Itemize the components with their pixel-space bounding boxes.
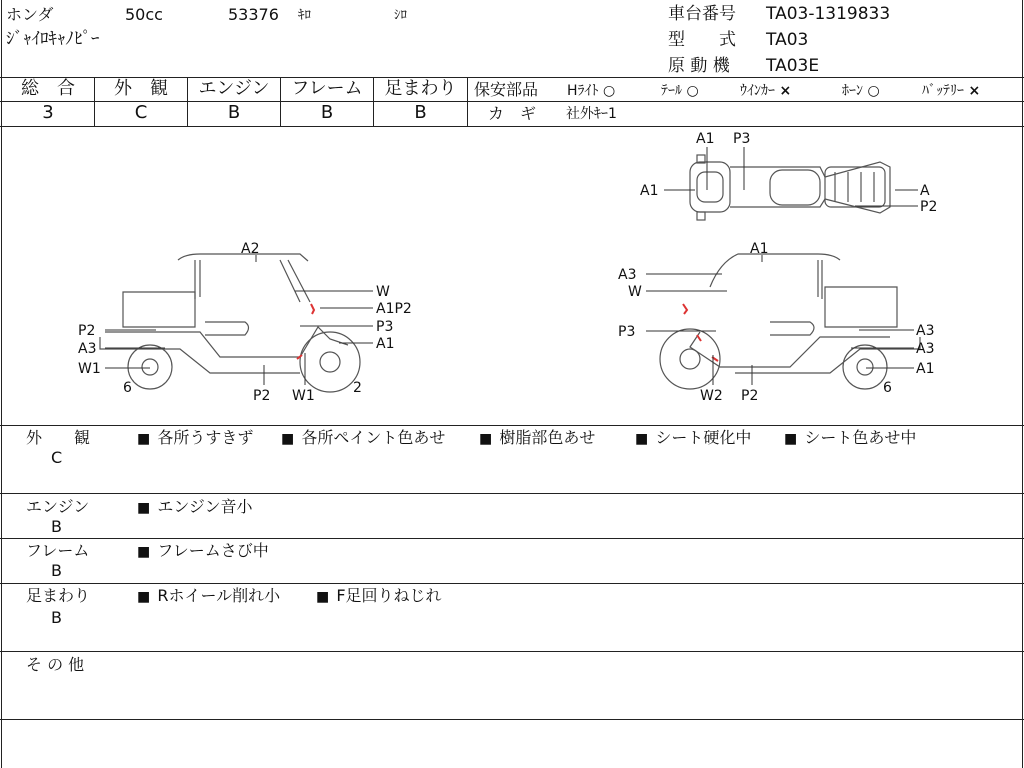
label-a3: A3: [916, 323, 935, 339]
remark-text: Rホイール削れ小: [157, 586, 281, 605]
remark-item: [784, 429, 916, 448]
displacement: 50cc: [125, 5, 163, 24]
damage-mark: [311, 304, 314, 314]
label-w2: W2: [700, 388, 723, 404]
label-a3: A3: [618, 267, 637, 283]
label-a1: A1: [750, 241, 769, 257]
safety-item-label: ｳｲﾝｶｰ: [740, 83, 775, 99]
label-p2: P2: [253, 388, 271, 404]
grade-label: 外 観: [114, 78, 168, 99]
label-2: 2: [353, 380, 362, 396]
damage-diagram: [0, 127, 1024, 424]
bullet: ■: [281, 431, 295, 447]
label-w: W: [628, 284, 642, 300]
remarks-top: [0, 425, 1024, 426]
label-a1: A1: [916, 361, 935, 377]
remark-item: [137, 542, 269, 561]
label-p2: P2: [920, 199, 938, 215]
label-p2: P2: [78, 323, 96, 339]
bullet: ■: [784, 431, 798, 447]
remark-text: F足回りねじれ: [336, 586, 442, 605]
remark-grade: B: [51, 561, 62, 580]
model-name: ｼﾞｬｲﾛｷｬﾉﾋﾟｰ: [6, 29, 100, 49]
mileage-unit: ｷﾛ: [298, 8, 311, 23]
remark-text: 各所うすきず: [157, 428, 254, 447]
engine-label: 原 動 機: [668, 56, 730, 76]
remark-item: [137, 587, 280, 606]
mileage: 53376: [228, 5, 279, 24]
safety-item-mark: ○: [602, 83, 616, 99]
remark-item: [137, 429, 253, 448]
remark-text: シート硬化中: [655, 428, 752, 447]
safety-item-mark: ○: [686, 83, 699, 99]
grade-value: B: [320, 102, 334, 123]
maker: ホンダ: [6, 5, 54, 24]
remark-text: シート色あせ中: [804, 428, 917, 447]
remarks-divider: [0, 538, 1024, 539]
safety-item: [740, 82, 791, 100]
label-p3: P3: [733, 131, 751, 147]
remark-grade: C: [51, 448, 63, 467]
remark-item: [281, 429, 445, 448]
grade-divider: [467, 77, 468, 126]
safety-item-label: ﾎｰﾝ: [842, 83, 863, 99]
damage-mark: [683, 304, 687, 314]
remark-title: そ の 他: [26, 655, 85, 674]
grade-label: フレーム: [291, 78, 363, 99]
label-a3: A3: [916, 341, 935, 357]
safety-item: [567, 82, 615, 100]
grade-value: B: [227, 102, 241, 123]
safety-item-label: Hﾗｲﾄ: [567, 83, 599, 99]
label-6: 6: [123, 380, 132, 396]
remark-title: フレーム: [26, 541, 90, 560]
bullet: ■: [137, 544, 151, 560]
key-value: 社外ｷｰ1: [566, 106, 617, 122]
remark-item: [479, 429, 595, 448]
safety-item: [922, 82, 980, 100]
safety-item-label: ﾊﾞｯﾃﾘｰ: [922, 83, 964, 99]
safety-item-mark: ×: [968, 83, 981, 99]
label-p3: P3: [376, 319, 394, 335]
label-a1: A1: [640, 183, 659, 199]
remarks-bottom: [0, 719, 1024, 720]
label-p2: P2: [741, 388, 759, 404]
remarks-divider: [0, 493, 1024, 494]
remark-grade: B: [51, 517, 62, 536]
remark-text: 各所ペイント色あせ: [301, 428, 446, 447]
label-6: 6: [883, 380, 892, 396]
type-label: 型 式: [668, 30, 736, 50]
grade-value: 3: [42, 102, 54, 123]
damage-mark: [697, 335, 701, 341]
label-p3: P3: [618, 324, 636, 340]
bullet: ■: [635, 431, 649, 447]
label-a2: A2: [241, 241, 260, 257]
engine-value: TA03E: [766, 56, 820, 76]
grade-label: 足まわり: [384, 78, 457, 99]
grade-value: B: [414, 102, 427, 123]
remarks-divider: [0, 583, 1024, 584]
label-w1: W1: [292, 388, 315, 404]
bullet: ■: [137, 589, 151, 605]
bullet: ■: [316, 589, 330, 605]
remark-item: [635, 429, 751, 448]
label-a: A: [920, 183, 930, 199]
safety-item-label: ﾃｰﾙ: [661, 83, 682, 99]
safety-item-mark: ×: [779, 83, 792, 99]
remark-title: エンジン: [26, 497, 90, 516]
safety-title: 保安部品: [474, 80, 539, 99]
label-a3: A3: [78, 341, 97, 357]
remark-item: [316, 587, 442, 606]
remark-text: フレームさび中: [157, 541, 269, 560]
remark-item: [137, 498, 253, 517]
label-a1: A1: [376, 336, 395, 352]
remark-title: 足まわり: [26, 586, 91, 605]
color: ｼﾛ: [394, 8, 407, 23]
remark-text: 樹脂部色あせ: [499, 428, 596, 447]
safety-item-mark: ○: [867, 83, 880, 99]
remark-grade: B: [51, 608, 62, 627]
safety-item: [842, 82, 880, 100]
left-side-scooter: [100, 254, 360, 392]
grade-label: 総 合: [21, 78, 75, 99]
type-value: TA03: [766, 30, 809, 50]
frame-no-label: 車台番号: [668, 4, 736, 24]
safety-item: [661, 82, 699, 100]
bullet: ■: [137, 500, 151, 516]
damage-marks: [297, 304, 718, 361]
label-w: W: [376, 284, 390, 300]
frame-no: TA03-1319833: [766, 4, 891, 24]
key-label: カ ギ: [488, 104, 537, 123]
remark-title: 外 観: [26, 428, 91, 447]
grade-label: エンジン: [198, 78, 270, 99]
label-w1: W1: [78, 361, 101, 377]
bullet: ■: [137, 431, 151, 447]
grade-value: C: [134, 102, 148, 123]
label-a1p2: A1P2: [376, 301, 412, 317]
remarks-divider: [0, 651, 1024, 652]
label-a1: A1: [696, 131, 715, 147]
leader-lines: [105, 147, 918, 385]
safety-row-mid: [467, 101, 1024, 102]
top-view-scooter: [690, 155, 890, 220]
remark-text: エンジン音小: [157, 497, 253, 516]
bullet: ■: [479, 431, 493, 447]
